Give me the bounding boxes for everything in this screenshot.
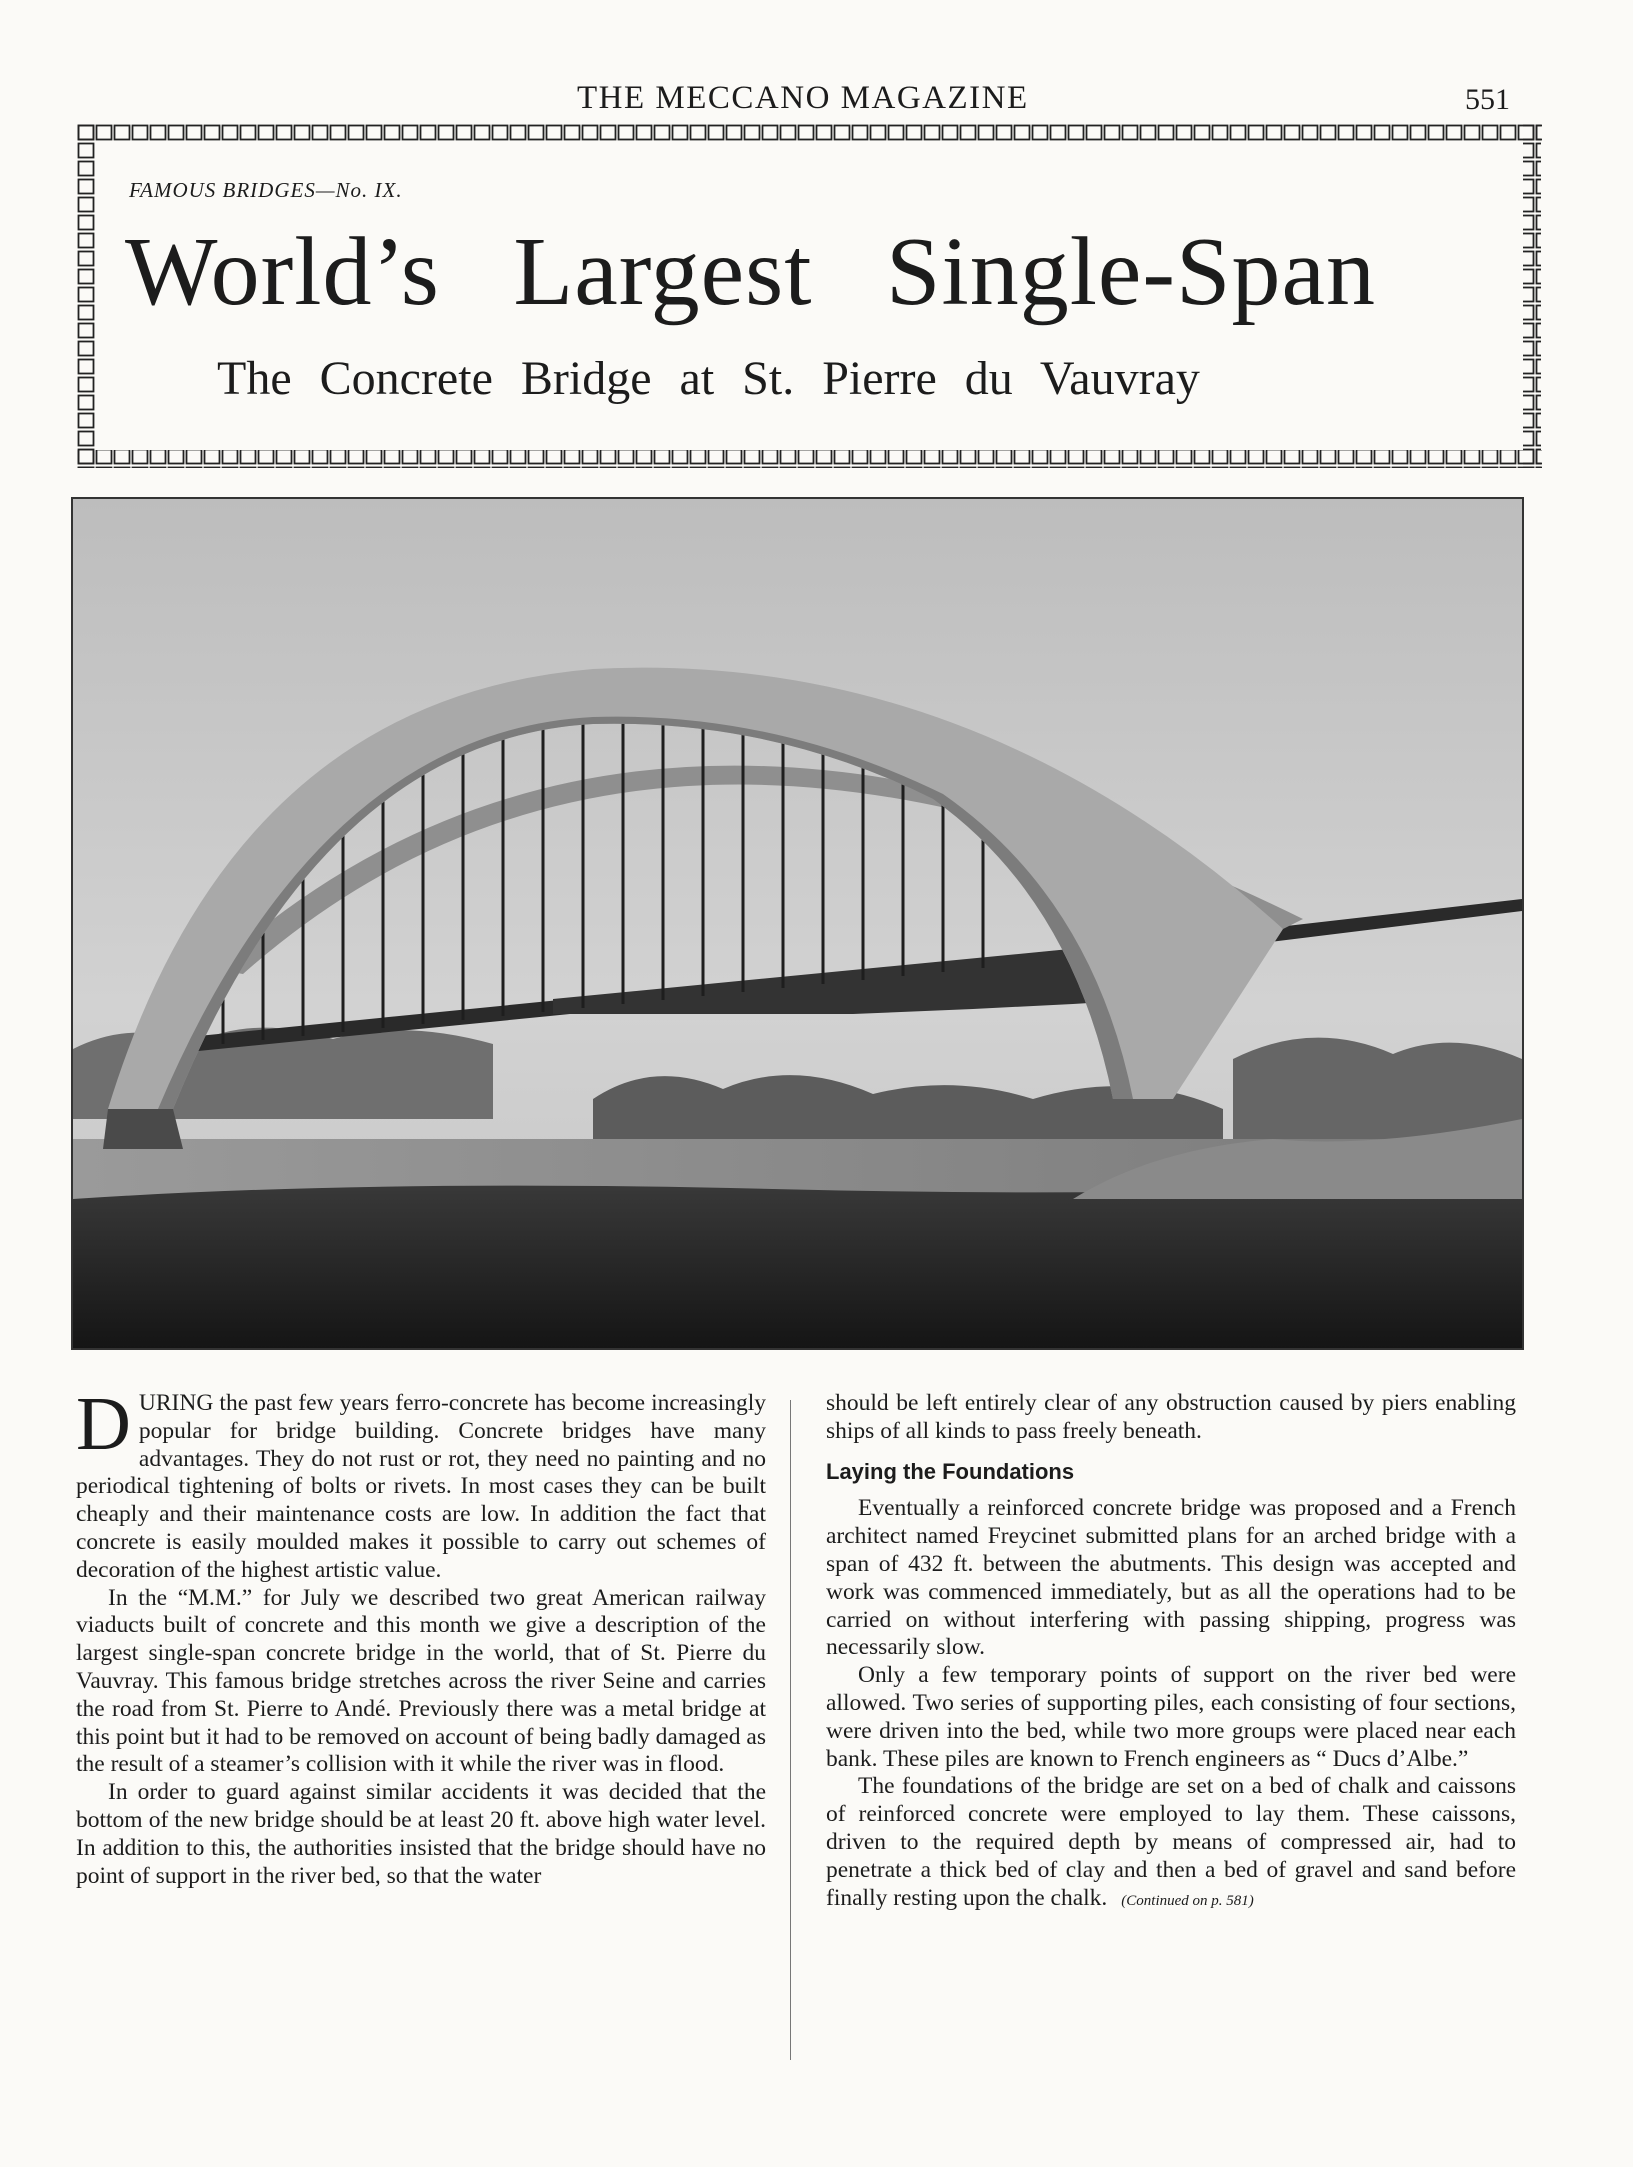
running-head xyxy=(0,76,1633,120)
article-paragraph-2: In the “M.M.” for July we described two great American railway viaducts built of concrete and this month we give a description of the largest single-span concrete bridge in the world, that of St. Pierre du Vauvray. This famous bridge stretches across the river Seine and carries the road from St. Pierre to Andé. Previously there was a metal bridge at this point but it had to be removed on account of being badly damaged as the result of a steamer’s collision with it while the river was in flood. xyxy=(76,1584,766,1778)
continued-note: (Continued on p. 581) xyxy=(1121,1892,1254,1909)
paragraph-text: URING the past few years ferro-concrete has become increasingly popular for bridge building. Concrete bridges have many advantages. They do not rust or rot, they need no painting and no periodical tightening of bolts or rivets. In most cases they can be built cheaply and their maintenance costs are low. In addition the fact that concrete is easily moulded makes it possible to carry out schemes of decoration of the highest artistic value. xyxy=(76,1390,766,1583)
subheadline: The Concrete Bridge at St. Pierre du Vauvray xyxy=(217,352,1200,405)
article-paragraph-4: should be left entirely clear of any obstruction caused by piers enabling ships of all kinds to pass freely beneath. xyxy=(826,1390,1516,1444)
headline: World’s Largest Single-Span xyxy=(125,218,1377,326)
title-block xyxy=(77,124,1542,468)
series-label: FAMOUS BRIDGES—No. IX. xyxy=(129,178,403,202)
bridge-photo-illustration xyxy=(73,499,1522,1348)
column-divider xyxy=(790,1400,791,2060)
article-column-right xyxy=(826,1390,1516,1915)
paragraph-text: The foundations of the bridge are set on a bed of chalk and caissons of reinforced concrete were employed to lay them. These caissons, driven to the required depth by means of compressed air, had to penetrate a thick bed of clay and then a bed of gravel and sand before finally resting upon the chalk. xyxy=(826,1773,1516,1911)
page-number: 551 xyxy=(1465,83,1510,116)
section-heading: Laying the Foundations xyxy=(826,1458,1075,1484)
drop-cap: D xyxy=(76,1382,131,1466)
article-paragraph-3: In order to guard against similar accidents it was decided that the bottom of the new bridge should be at least 20 ft. above high water level. In addition to this, the authorities insisted that the bridge should have no point of support in the river bed, so that the water xyxy=(76,1779,766,1889)
article-paragraph-5: Eventually a reinforced concrete bridge was proposed and a French architect named Freycinet submitted plans for an arched bridge with a span of 432 ft. between the abutments. This design was accepted and work was commenced immediately, but as all the operations had to be carried on without interfering with passing shipping, progress was necessarily slow. xyxy=(826,1495,1516,1661)
bridge-photograph xyxy=(71,497,1524,1350)
article-column-left xyxy=(76,1382,766,1890)
article-paragraph-6: Only a few temporary points of support on the river bed were allowed. Two series of supporting piles, each consisting of four sections, were driven into the bed, while two more groups were placed near each bank. These piles are known to French engineers as “ Ducs d’Albe.” xyxy=(826,1662,1516,1772)
article-paragraph-7 xyxy=(826,1773,1516,1915)
magazine-title: THE MECCANO MAGAZINE xyxy=(577,80,1029,116)
article-paragraph-1 xyxy=(76,1382,766,1585)
